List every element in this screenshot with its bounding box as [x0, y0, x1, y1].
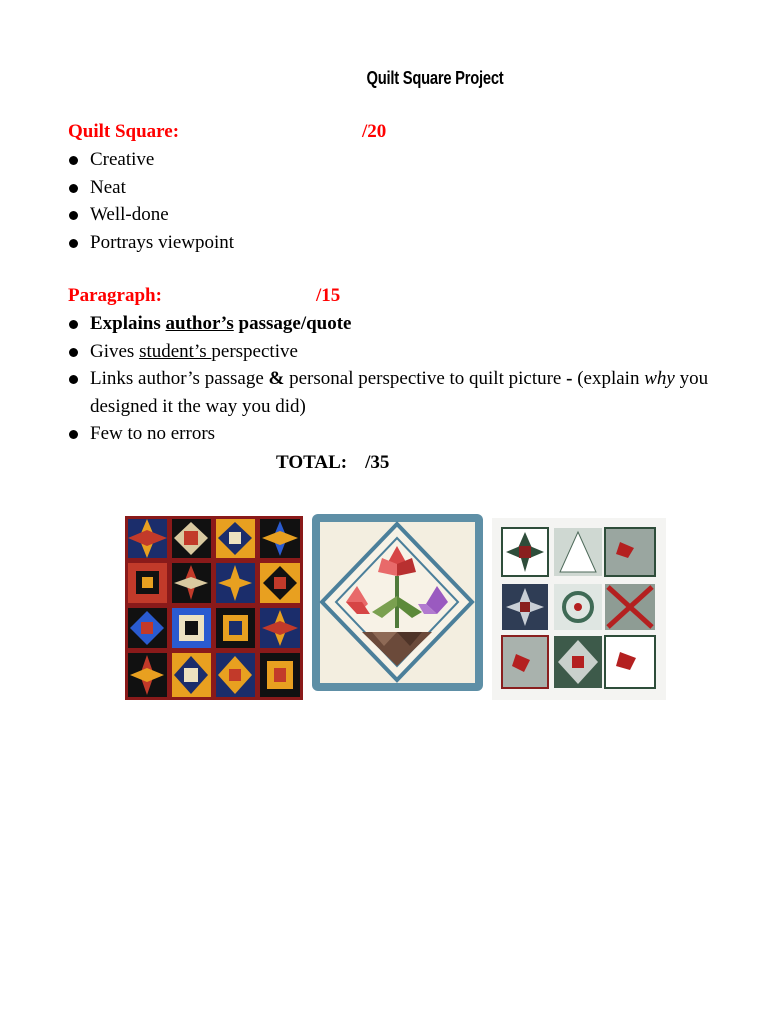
total-line — [276, 452, 389, 474]
text-run: - — [566, 368, 573, 389]
text-run: author’s — [165, 313, 234, 334]
list-item — [68, 338, 728, 366]
text-run: personal perspective to quilt picture — [284, 368, 567, 389]
total-label: TOTAL: — [276, 452, 348, 473]
text-run: why — [644, 368, 675, 389]
list-item: Few to no errors — [68, 420, 728, 448]
list-item — [68, 310, 728, 338]
list-item — [68, 365, 728, 420]
quilt-square-heading — [68, 121, 387, 143]
quilt-square-score: /20 — [362, 121, 387, 142]
total-score: /35 — [365, 452, 390, 473]
text-run: you designed it the way you did) — [90, 368, 709, 417]
list-item: Well-done — [68, 201, 728, 229]
text-run: perspective — [211, 340, 298, 362]
paragraph-label: Paragraph: — [68, 285, 162, 306]
text-run: & — [268, 368, 285, 389]
text-run: Explains — [90, 313, 166, 334]
quilt-square-label: Quilt Square: — [68, 121, 180, 142]
list-item: Neat — [68, 174, 728, 202]
paragraph-criteria — [68, 310, 728, 448]
paragraph-heading — [68, 285, 341, 307]
text-run: Gives — [90, 340, 140, 362]
list-item: Creative — [68, 146, 728, 174]
text-run: Links author’s passage — [90, 368, 269, 389]
barn-quilt-image — [312, 514, 483, 691]
list-item: Portrays viewpoint — [68, 229, 728, 257]
page-title: Quilt Square Project — [366, 68, 504, 88]
text-run: student’s — [139, 340, 212, 362]
text-run: passage/quote — [233, 313, 352, 334]
paragraph-score: /15 — [316, 285, 341, 306]
quilt-square-criteria — [68, 146, 728, 256]
winter-quilt-blocks — [502, 528, 655, 688]
winter-quilt-image — [492, 518, 666, 700]
text-run: (explain — [572, 368, 645, 389]
sampler-quilt-image — [125, 516, 303, 700]
